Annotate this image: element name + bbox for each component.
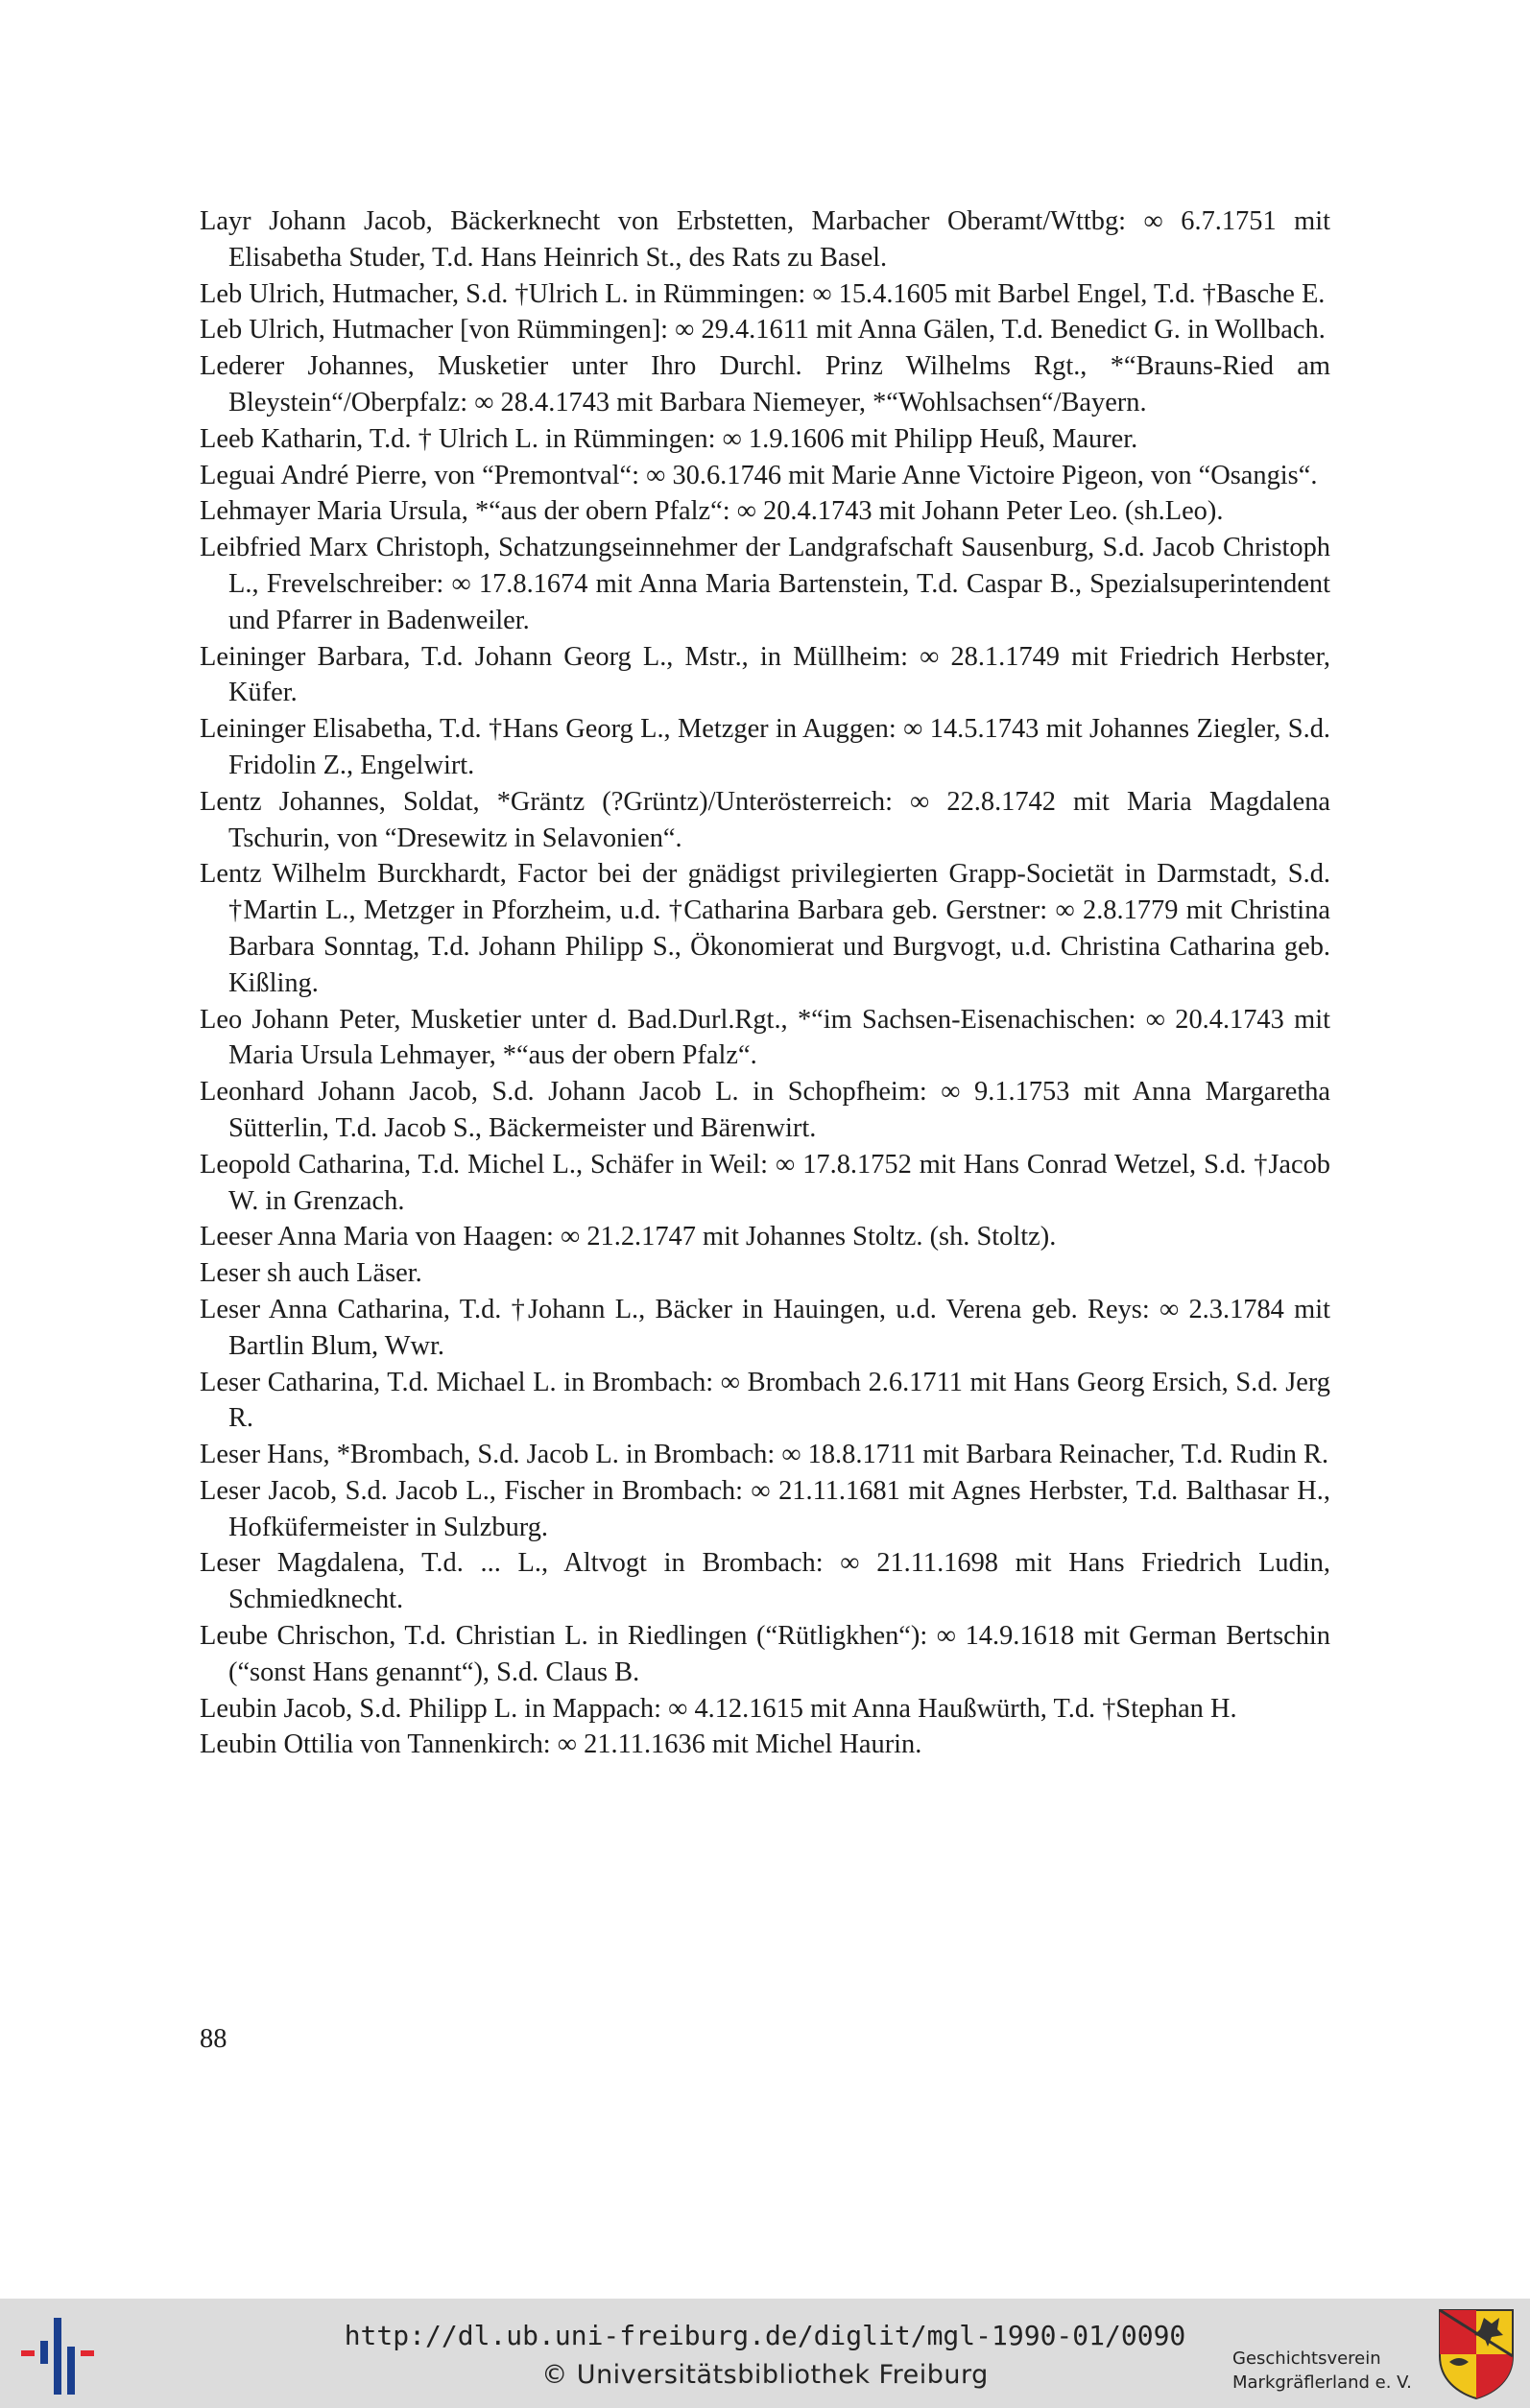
footer-bar (0, 2299, 1530, 2408)
entry: Leser Hans, *Brombach, S.d. Jacob L. in Brombach: ∞ 18.8.1711 mit Barbara Reinacher, T.d. Rudin R. (200, 1440, 1329, 1470)
entry: Leopold Catharina, T.d. Michel L., Schäfer in Weil: ∞ 17.8.1752 mit Hans Conrad Wetzel, S.d. †Jacob W. in Grenzach. (200, 1149, 1330, 1216)
entry: Leonhard Johann Jacob, S.d. Johann Jacob L. in Schopfheim: ∞ 9.1.1753 mit Anna Margaretha Sütterlin, T.d. Jacob S., Bäckermeister und Bärenwirt. (200, 1077, 1330, 1143)
entry: Lentz Wilhelm Burckhardt, Factor bei der gnädigst privilegierten Grapp-Societät in Darmstadt, S.d. †Martin L., Metzger in Pforzheim, u.d. †Catharina Barbara geb. Gerstner: ∞ 2.8.1779 mit Christina Barbara Sonntag, T.d. Johann Philipp S., Ökonomierat und Burgvogt, u.d. Christina Catharina geb. Kißling. (200, 859, 1330, 998)
entry: Leeb Katharin, T.d. † Ulrich L. in Rümmingen: ∞ 1.9.1606 mit Philipp Heuß, Maurer. (200, 423, 1138, 454)
entry: Leser Anna Catharina, T.d. †Johann L., Bäcker in Hauingen, u.d. Verena geb. Reys: ∞ 2.3.1784 mit Bartlin Blum, Wwr. (200, 1294, 1330, 1361)
footer-copyright: © Universitätsbibliothek Freiburg (541, 2360, 989, 2390)
entry: Leubin Ottilia von Tannenkirch: ∞ 21.11.1636 mit Michel Haurin. (200, 1729, 922, 1760)
society-name-line1: Geschichtsverein (1232, 2348, 1381, 2369)
markgraeflerland-crest-icon (1436, 2306, 1517, 2400)
entry: Leininger Barbara, T.d. Johann Georg L., Mstr., in Müllheim: ∞ 28.1.1749 mit Friedrich Herbster, Küfer. (200, 641, 1330, 708)
entry: Leube Chrischon, T.d. Christian L. in Riedlingen (“Rütligkhen“): ∞ 14.9.1618 mit German Bertschin (“sonst Hans genannt“), S.d. Claus B. (200, 1621, 1330, 1687)
footer-url-link[interactable]: http://dl.ub.uni-freiburg.de/diglit/mgl-1990-01/0090 (344, 2320, 1186, 2351)
entry: Leeser Anna Maria von Haagen: ∞ 21.2.1747 mit Johannes Stoltz. (sh. Stoltz). (200, 1222, 1057, 1252)
entry: Leb Ulrich, Hutmacher, S.d. †Ulrich L. in Rümmingen: ∞ 15.4.1605 mit Barbel Engel, T.d. †Basche E. (200, 278, 1326, 309)
society-name (1232, 2347, 1424, 2395)
entry: Leser Magdalena, T.d. ... L., Altvogt in Brombach: ∞ 21.11.1698 mit Hans Friedrich Ludin, Schmiedknecht. (200, 1548, 1330, 1615)
entry: Leininger Elisabetha, T.d. †Hans Georg L., Metzger in Auggen: ∞ 14.5.1743 mit Johannes Ziegler, S.d. Fridolin Z., Engelwirt. (200, 714, 1330, 780)
entry: Leibfried Marx Christoph, Schatzungseinnehmer der Landgrafschaft Sausenburg, S.d. Jacob Christoph L., Frevelschreiber: ∞ 17.8.1674 mit Anna Maria Bartenstein, T.d. Caspar B., Spezialsuperintendent und Pfarrer in Badenweiler. (200, 533, 1330, 635)
entry: Leser sh auch Läser. (200, 1258, 422, 1289)
entry: Lederer Johannes, Musketier unter Ihro Durchl. Prinz Wilhelms Rgt., *“Brauns-Ried am Bleystein“/Oberpfalz: ∞ 28.4.1743 mit Barbara Niemeyer, *“Wohlsachsen“/Bayern. (200, 351, 1330, 417)
entry: Layr Johann Jacob, Bäckerknecht von Erbstetten, Marbacher Oberamt/Wttbg: ∞ 6.7.1751 mit Elisabetha Studer, T.d. Hans Heinrich St., des Rats zu Basel. (200, 206, 1330, 273)
entry: Leser Jacob, S.d. Jacob L., Fischer in Brombach: ∞ 21.11.1681 mit Agnes Herbster, T.d. Balthasar H., Hofküfermeister in Sulzburg. (200, 1475, 1330, 1542)
entry: Leo Johann Peter, Musketier unter d. Bad.Durl.Rgt., *“im Sachsen-Eisenachischen: ∞ 20.4.1743 mit Maria Ursula Lehmayer, *“aus der obern Pfalz“. (200, 1004, 1330, 1071)
entry: Leguai André Pierre, von “Premontval“: ∞ 30.6.1746 mit Marie Anne Victoire Pigeon, von “Osangis“. (200, 460, 1318, 490)
entry: Leubin Jacob, S.d. Philipp L. in Mappach: ∞ 4.12.1615 mit Anna Haußwürth, T.d. †Stephan H. (200, 1693, 1237, 1724)
entry: Leb Ulrich, Hutmacher [von Rümmingen]: ∞ 29.4.1611 mit Anna Gälen, T.d. Benedict G. in Wollbach. (200, 315, 1326, 346)
page-number: 88 (200, 2024, 227, 2054)
entry: Lehmayer Maria Ursula, *“aus der obern Pfalz“: ∞ 20.4.1743 mit Johann Peter Leo. (sh.Leo). (200, 496, 1224, 527)
entry: Lentz Johannes, Soldat, *Gräntz (?Grüntz)/Unterösterreich: ∞ 22.8.1742 mit Maria Magdalena Tschurin, von “Dresewitz in Selavonien“. (200, 786, 1330, 853)
entry: Leser Catharina, T.d. Michael L. in Brombach: ∞ Brombach 2.6.1711 mit Hans Georg Ersich, S.d. Jerg R. (200, 1367, 1330, 1434)
society-name-line2: Markgräflerland e. V. (1232, 2372, 1412, 2393)
entry-list (200, 203, 1330, 1763)
